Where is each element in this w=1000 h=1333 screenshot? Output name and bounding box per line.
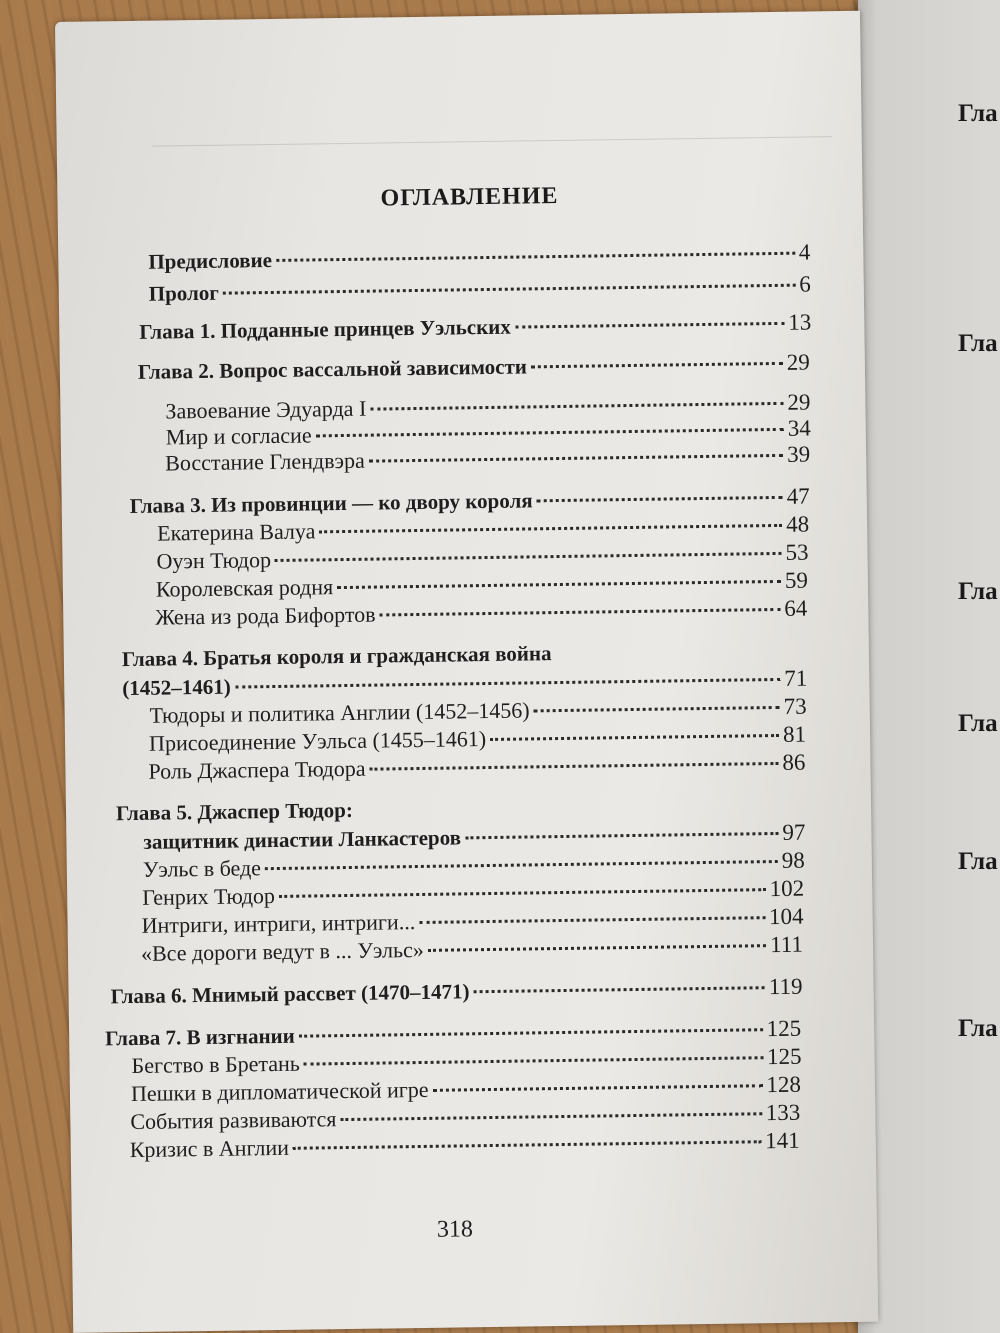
toc-entry-label: Интриги, интриги, интриги... bbox=[141, 909, 416, 938]
toc-entry-page: 71 bbox=[784, 665, 808, 691]
toc-entry-page: 128 bbox=[766, 1071, 802, 1098]
leader-dots bbox=[340, 1112, 761, 1121]
toc-entry-page: 141 bbox=[765, 1127, 800, 1154]
leader-dots bbox=[235, 678, 780, 689]
toc-entry-label: Генрих Тюдор bbox=[142, 883, 276, 910]
toc-entry-chapter-1 bbox=[139, 309, 811, 344]
toc-entry-label: Присоединение Уэльса (1455–1461) bbox=[148, 726, 487, 756]
toc-entry-page: 97 bbox=[782, 819, 806, 845]
next-page bbox=[858, 0, 1000, 1333]
leader-dots bbox=[265, 860, 778, 870]
toc-entry-page: 47 bbox=[786, 483, 810, 509]
toc-entry-label: Кризис в Англии bbox=[129, 1134, 290, 1163]
toc-entry-prologue bbox=[149, 271, 811, 306]
toc-entry-page: 39 bbox=[786, 441, 811, 467]
toc-entry-chapter-6 bbox=[110, 974, 802, 1010]
leader-dots bbox=[316, 428, 784, 438]
leader-dots bbox=[275, 552, 782, 562]
leader-dots bbox=[304, 1056, 763, 1065]
toc-entry-label: Глава 2. Вопрос вассальной зависимости bbox=[137, 354, 528, 384]
toc-entry-page: 59 bbox=[784, 567, 809, 593]
leader-dots bbox=[370, 762, 779, 771]
next-page-fragment: Гла bbox=[958, 100, 998, 127]
leader-dots bbox=[433, 1084, 763, 1092]
toc-entry-chapter-5: Глава 5. Джаспер Тюдор: bbox=[115, 797, 354, 826]
book-page bbox=[55, 11, 878, 1333]
toc-entry-label: Уэльс в беде bbox=[142, 855, 262, 882]
toc-entry-page: 29 bbox=[787, 389, 811, 415]
toc-entry-label: События развиваются bbox=[130, 1106, 337, 1135]
toc-entry-label: Пролог bbox=[148, 280, 220, 306]
toc-entry-label: Предисловие bbox=[148, 247, 273, 274]
toc-entry-chapter-2 bbox=[138, 349, 810, 384]
leader-dots bbox=[474, 986, 765, 993]
toc-entry-label: Глава 3. Из провинции — ко двору короля bbox=[129, 488, 533, 519]
toc-entry-page: 104 bbox=[768, 903, 804, 930]
leader-dots bbox=[319, 524, 782, 533]
toc-entry-label: Пешки в дипломатической игре bbox=[130, 1076, 429, 1107]
toc-entry-label: (1452–1461) bbox=[122, 674, 231, 701]
leader-dots bbox=[279, 888, 766, 898]
leader-dots bbox=[428, 944, 766, 952]
toc-entry-label: Роль Джаспера Тюдора bbox=[148, 755, 366, 784]
toc-entry-label: Глава 1. Подданные принцев Уэльских bbox=[139, 314, 511, 344]
leader-dots bbox=[537, 496, 783, 502]
leader-dots bbox=[534, 706, 780, 712]
toc-entry-label: Екатерина Валуа bbox=[156, 518, 316, 546]
leader-dots bbox=[380, 608, 781, 617]
page-title: ОГЛАВЛЕНИЕ bbox=[380, 182, 559, 212]
toc-entry-page: 102 bbox=[769, 875, 805, 902]
toc-entry-page: 119 bbox=[768, 973, 803, 1000]
toc-entry-chapter-4: Глава 4. Братья короля и гражданская война bbox=[121, 641, 552, 672]
next-page-fragment: Гла bbox=[958, 710, 998, 737]
leader-dots bbox=[370, 402, 783, 411]
show-through-rule bbox=[151, 106, 831, 146]
leader-dots bbox=[276, 252, 795, 262]
page-number: 318 bbox=[436, 1216, 474, 1243]
next-page-fragment: Гла bbox=[958, 1015, 998, 1042]
toc-entry-page: 125 bbox=[766, 1015, 802, 1042]
toc-entry-page: 34 bbox=[787, 415, 811, 441]
leader-dots bbox=[490, 734, 779, 741]
toc-entry-page: 64 bbox=[784, 595, 808, 621]
toc-entry-page: 29 bbox=[786, 349, 810, 375]
toc-entry-label: Восстание Глендвэра bbox=[164, 447, 365, 476]
leader-dots bbox=[369, 454, 783, 463]
toc-entry-page: 125 bbox=[766, 1043, 802, 1070]
toc-entry-page: 73 bbox=[783, 693, 807, 719]
toc-entry-page: 6 bbox=[799, 271, 811, 297]
leader-dots bbox=[299, 1028, 763, 1037]
toc-entry-label: Завоевание Эдуарда I bbox=[165, 395, 367, 424]
next-page-fragment: Гла bbox=[958, 330, 998, 357]
toc-entry-label: Оуэн Тюдор bbox=[156, 547, 272, 574]
leader-dots bbox=[531, 362, 783, 369]
toc-entry-page: 133 bbox=[765, 1099, 801, 1126]
toc-entry-label: «Все дороги ведут в ... Уэльс» bbox=[140, 936, 424, 966]
toc-entry-page: 53 bbox=[785, 539, 809, 565]
leader-dots bbox=[223, 284, 795, 295]
next-page-fragment: Гла bbox=[958, 578, 998, 605]
leader-dots bbox=[419, 916, 765, 924]
leader-dots bbox=[337, 580, 781, 589]
toc-entry-page: 86 bbox=[782, 749, 806, 775]
leader-dots bbox=[515, 322, 785, 329]
toc-entry-label: Тюдоры и политика Англии (1452–1456) bbox=[149, 697, 530, 728]
toc-entry-page: 48 bbox=[785, 511, 810, 537]
toc-entry-page: 81 bbox=[782, 721, 807, 747]
toc-entry-label: Глава 7. В изгнании bbox=[105, 1023, 295, 1051]
toc-entry-page: 98 bbox=[781, 847, 805, 873]
next-page-fragment: Гла bbox=[958, 848, 998, 875]
toc-entry-label: Бегство в Бретань bbox=[131, 1050, 301, 1079]
toc-entry-label: Королевская родня bbox=[155, 574, 334, 602]
toc-entry-label: защитник династии Ланкастеров bbox=[143, 825, 462, 854]
toc-entry-label: Жена из рода Бифортов bbox=[155, 601, 376, 630]
toc-entry-page: 13 bbox=[788, 309, 812, 335]
toc-entry-label: Мир и согласие bbox=[165, 422, 312, 450]
leader-dots bbox=[293, 1140, 761, 1150]
toc-entry-preface bbox=[148, 239, 810, 274]
leader-dots bbox=[465, 832, 778, 839]
toc-entry-page: 4 bbox=[798, 239, 811, 265]
toc-entry-label: Глава 6. Мнимый рассвет (1470–1471) bbox=[110, 979, 470, 1009]
toc-entry-page: 111 bbox=[769, 931, 804, 958]
